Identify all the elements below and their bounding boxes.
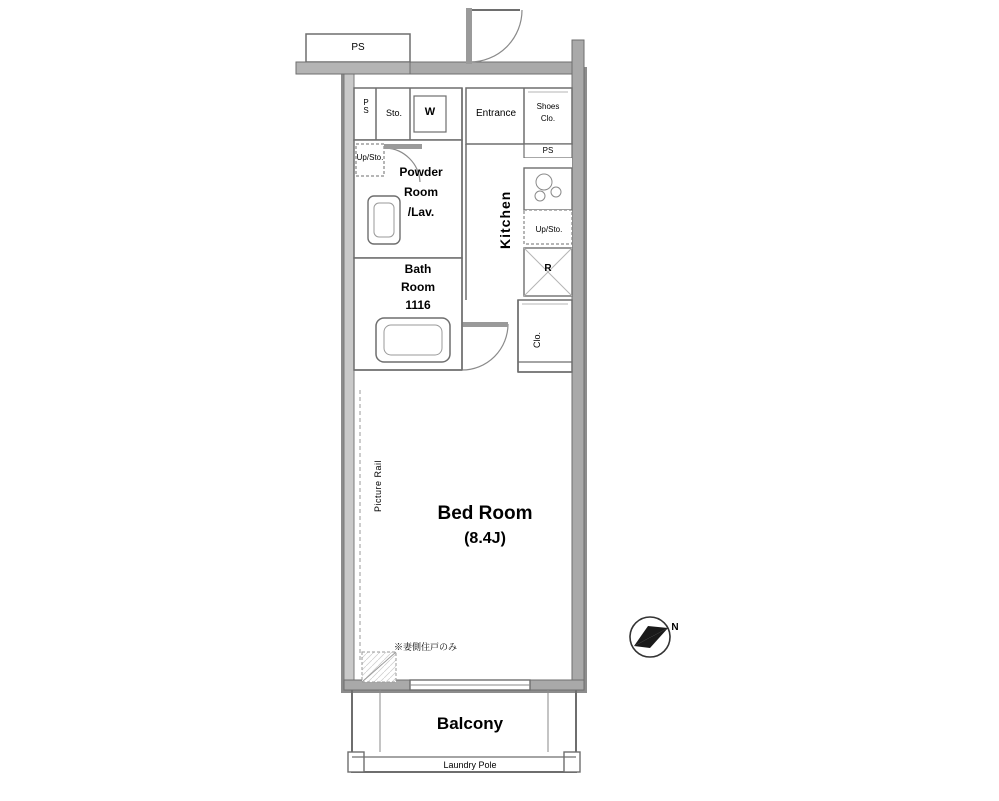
label-bath-room-1: Bath [404, 262, 432, 276]
label-storage: Sto. [385, 108, 402, 118]
label-bed-room-size: (8.4J) [464, 530, 506, 547]
label-compass-north: N [671, 622, 679, 633]
compass-icon [630, 617, 670, 657]
label-entrance: Entrance [475, 108, 517, 119]
label-kitchen: Kitchen [497, 190, 513, 250]
label-balcony: Balcony [436, 714, 504, 733]
label-bath-room-3: 1116 [405, 298, 431, 312]
label-powder-room-1: Powder [399, 165, 443, 179]
label-powder-room-3: /Lav. [407, 205, 435, 219]
label-up-sto-2: Up/Sto. [535, 225, 563, 234]
closet-area [518, 300, 572, 372]
label-ps-small-left: P S [363, 98, 369, 115]
label-bath-room-2: Room [401, 280, 435, 294]
label-bed-room: Bed Room [437, 503, 533, 524]
label-powder-room-2: Room [404, 185, 438, 199]
label-shoes-closet-1: Shoes [536, 102, 560, 111]
entrance-door-swing [466, 8, 522, 64]
label-shoes-closet-2: Clo. [540, 114, 556, 123]
label-laundry-pole: Laundry Pole [443, 760, 497, 770]
ps-shaft-top [296, 34, 410, 74]
label-washer: W [424, 106, 436, 118]
label-picture-rail: Picture Rail [373, 460, 383, 513]
label-refrigerator: R [544, 263, 552, 274]
kitchen-area [466, 144, 572, 300]
label-ps-kitchen: PS [542, 146, 554, 155]
label-ps-top: PS [351, 42, 365, 53]
label-note: ※妻側住戸のみ [394, 642, 458, 652]
label-closet: Clo. [532, 332, 542, 349]
label-up-sto-1: Up/Sto. [356, 153, 384, 162]
